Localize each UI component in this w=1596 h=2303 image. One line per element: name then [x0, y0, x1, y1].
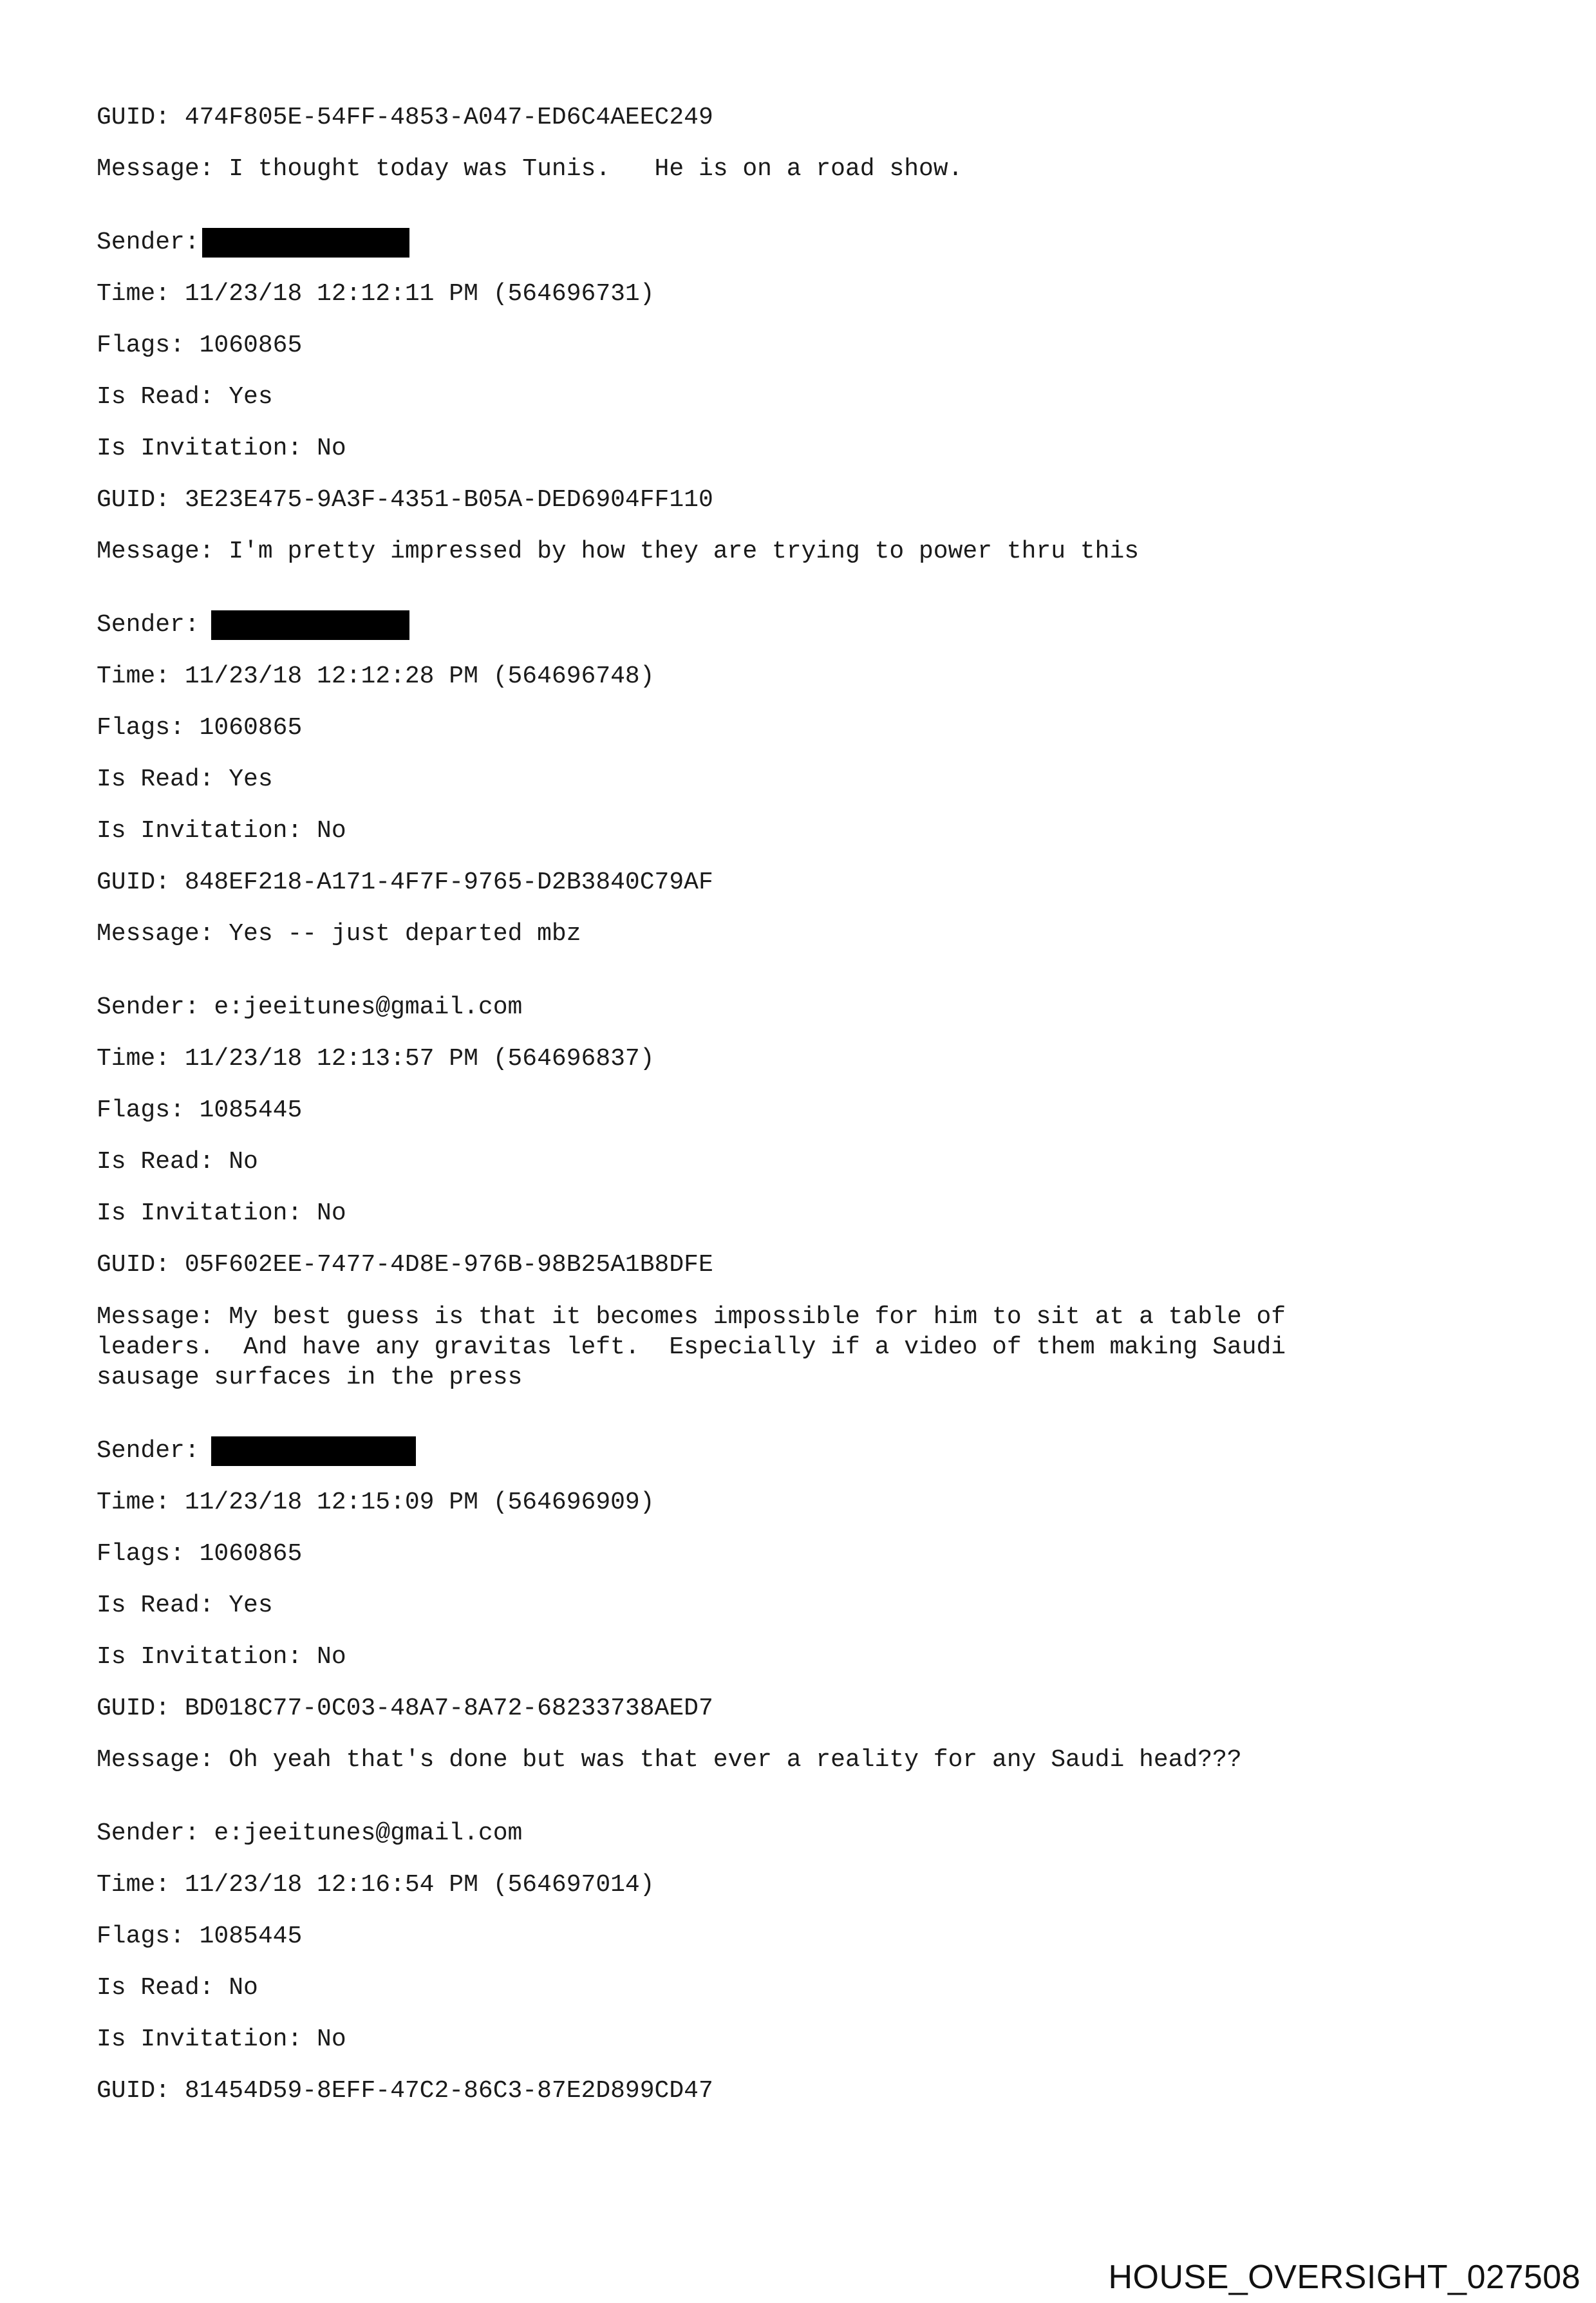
is-read-line: Is Read: No — [97, 1974, 258, 2002]
is-invitation-line: Is Invitation: No — [97, 2026, 346, 2053]
guid-line: GUID: BD018C77-0C03-48A7-8A72-68233738AED7 — [97, 1695, 713, 1722]
guid-line: GUID: 848EF218-A171-4F7F-9765-D2B3840C79AF — [97, 869, 713, 896]
guid-line: GUID: 474F805E-54FF-4853-A047-ED6C4AEEC249 — [97, 104, 713, 131]
time-line: Time: 11/23/18 12:12:28 PM (564696748) — [97, 663, 655, 690]
guid-line: GUID: 81454D59-8EFF-47C2-86C3-87E2D899CD47 — [97, 2077, 713, 2105]
message-line: Message: I thought today was Tunis. He is on a road show. — [97, 155, 963, 183]
time-line: Time: 11/23/18 12:16:54 PM (564697014) — [97, 1871, 655, 1899]
message-log — [97, 103, 1513, 2106]
redaction-box — [211, 610, 409, 640]
message-line: Message: Yes -- just departed mbz — [97, 920, 581, 948]
is-read-line: Is Read: Yes — [97, 383, 273, 411]
guid-line: GUID: 05F602EE-7477-4D8E-976B-98B25A1B8DFE — [97, 1251, 713, 1279]
is-invitation-line: Is Invitation: No — [97, 435, 346, 462]
sender-label: Sender: — [97, 611, 200, 639]
message-line: Message: My best guess is that it becomes impossible for him to sit at a table of leaders. And have any gravitas left. Especially if a video of them making Saudi sausage surfaces in the press — [97, 1303, 1286, 1391]
flags-line: Flags: 1085445 — [97, 1922, 303, 1950]
sender-label: Sender: — [97, 229, 200, 256]
sender-line — [97, 1436, 1513, 1466]
is-read-line: Is Read: No — [97, 1148, 258, 1176]
message-line: Message: Oh yeah that's done but was that ever a reality for any Saudi head??? — [97, 1746, 1242, 1774]
flags-line: Flags: 1085445 — [97, 1096, 303, 1124]
is-read-line: Is Read: Yes — [97, 1592, 273, 1619]
sender-line: Sender: e:jeeitunes@gmail.com — [97, 1819, 523, 1847]
flags-line: Flags: 1060865 — [97, 332, 303, 359]
flags-line: Flags: 1060865 — [97, 1540, 303, 1568]
is-read-line: Is Read: Yes — [97, 766, 273, 793]
is-invitation-line: Is Invitation: No — [97, 1199, 346, 1227]
message-line: Message: I'm pretty impressed by how they are trying to power thru this — [97, 538, 1140, 565]
redaction-box — [211, 1436, 416, 1466]
time-line: Time: 11/23/18 12:13:57 PM (564696837) — [97, 1045, 655, 1073]
sender-label: Sender: — [97, 1437, 200, 1465]
sender-line — [97, 228, 1513, 258]
sender-line: Sender: e:jeeitunes@gmail.com — [97, 993, 523, 1021]
time-line: Time: 11/23/18 12:12:11 PM (564696731) — [97, 280, 655, 308]
sender-line — [97, 610, 1513, 640]
time-line: Time: 11/23/18 12:15:09 PM (564696909) — [97, 1489, 655, 1516]
guid-line: GUID: 3E23E475-9A3F-4351-B05A-DED6904FF110 — [97, 486, 713, 514]
is-invitation-line: Is Invitation: No — [97, 1643, 346, 1671]
bates-number: HOUSE_OVERSIGHT_027508 — [1108, 2259, 1581, 2296]
is-invitation-line: Is Invitation: No — [97, 817, 346, 845]
flags-line: Flags: 1060865 — [97, 714, 303, 742]
redaction-box — [202, 228, 409, 258]
